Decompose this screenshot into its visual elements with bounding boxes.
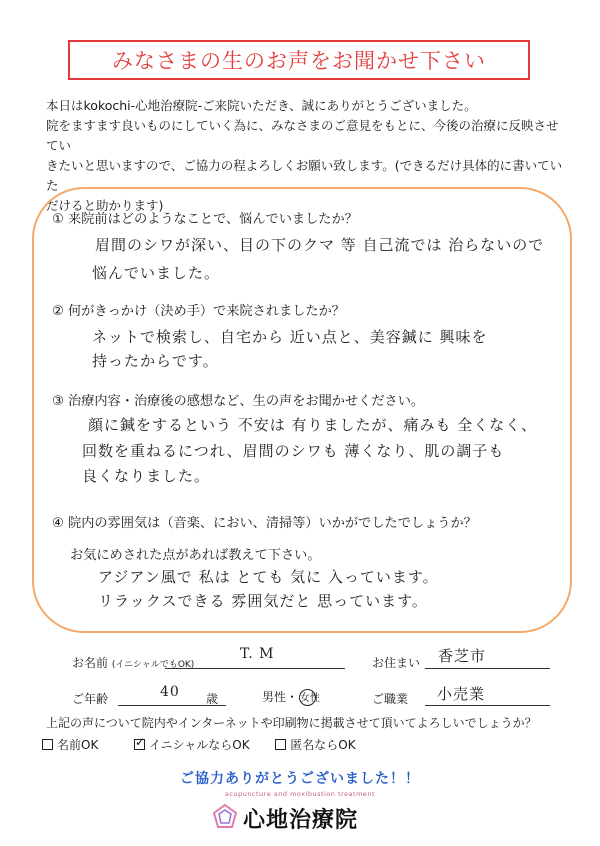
job-underline xyxy=(425,705,550,706)
gender-male[interactable]: 男性・ xyxy=(262,690,299,704)
consent-option-label: イニシャルならOK xyxy=(148,738,250,752)
consent-option-anonymous[interactable] xyxy=(275,738,355,752)
question-1-label: ① 来院前はどのようなことで、悩んでいましたか？ xyxy=(52,212,358,227)
job-value[interactable]: 小売業 xyxy=(437,685,486,703)
question-4-label: ④ 院内の雰囲気は（音楽、におい、清掃等）いかがでしたでしょうか？ xyxy=(52,516,477,531)
consent-option-initial[interactable] xyxy=(134,738,250,752)
name-note: (イニシャルでもOK) xyxy=(111,660,195,670)
age-label: ご年齢 xyxy=(72,692,109,706)
question-4-sublabel: お気にめされた点があれば教えて下さい。 xyxy=(70,548,321,563)
clinic-subtitle: acupuncture and moxibustion treatment xyxy=(224,790,376,798)
page-title: みなさまの生のお声をお聞かせ下さい xyxy=(112,49,486,73)
title-box xyxy=(68,40,530,80)
consent-question: 上記の声について院内やインターネットや印刷物に掲載させて頂いてよろしいでしょうか？ xyxy=(46,716,537,730)
gender-group xyxy=(262,688,321,706)
checkbox-checked-icon[interactable] xyxy=(134,739,145,750)
age-value[interactable]: 40 xyxy=(160,684,180,700)
clinic-name: 心地治療院 xyxy=(243,808,359,833)
answer-4-line: リラックスできる 雰囲気だと 思っています。 xyxy=(98,592,428,610)
age-underline xyxy=(118,705,226,706)
intro-line: だけると助かります) xyxy=(46,198,164,213)
answer-4-line: アジアン風で 私は とても 気に 入っています。 xyxy=(98,568,439,586)
answer-1-line: 眉間のシワが深い、目の下のクマ 等 自己流では 治らないので xyxy=(95,236,545,254)
answer-1-line: 悩んでいました。 xyxy=(92,264,221,282)
answer-3-line: 回数を重ねるにつれ、眉間のシワも 薄くなり、肌の調子も xyxy=(82,442,505,460)
checkbox-icon[interactable] xyxy=(42,739,53,750)
consent-options xyxy=(42,736,356,753)
consent-option-label: 匿名ならOK xyxy=(290,738,356,752)
clinic-logo-icon xyxy=(211,803,239,831)
intro-line: 院をますます良いものにしていく為に、みなさまのご意見をもとに、今後の治療に反映させてい xyxy=(46,118,559,153)
gender-female: 女性 xyxy=(300,693,321,704)
thanks-message: ご協力ありがとうございました！！ xyxy=(180,771,420,787)
intro-line: 本日はkokochi-心地治療院-ご来院いただき、誠にありがとうございました。 xyxy=(46,98,477,113)
answer-3-line: 顔に鍼をするという 不安は 有りましたが、痛みも 全くなく、 xyxy=(88,416,538,434)
consent-option-name[interactable] xyxy=(42,738,98,752)
address-label: お住まい xyxy=(372,656,421,670)
question-3-label: ③ 治療内容・治療後の感想など、生の声をお聞かせください。 xyxy=(52,394,425,409)
answer-2-line: ネットで検索し、自宅から 近い点と、美容鍼に 興味を xyxy=(92,328,488,346)
intro-line: きたいと思いますので、ご協力の程よろしくお願い致します。(できるだけ具体的に書いていた xyxy=(46,158,563,193)
consent-option-label: 名前OK xyxy=(57,738,99,752)
gender-female-circled[interactable] xyxy=(299,689,321,706)
job-label: ご職業 xyxy=(372,692,409,706)
name-value[interactable]: T. M xyxy=(240,646,275,662)
name-underline xyxy=(165,668,345,669)
address-underline xyxy=(425,668,550,669)
checkbox-icon[interactable] xyxy=(275,739,286,750)
address-value[interactable]: 香芝市 xyxy=(438,647,487,665)
question-2-label: ② 何がきっかけ（決め手）で来院されましたか？ xyxy=(52,304,345,319)
name-label: お名前 xyxy=(72,656,109,670)
answer-2-line: 持ったからです。 xyxy=(92,352,219,370)
answer-3-line: 良くなりました。 xyxy=(82,467,211,485)
age-unit: 歳 xyxy=(206,692,219,706)
